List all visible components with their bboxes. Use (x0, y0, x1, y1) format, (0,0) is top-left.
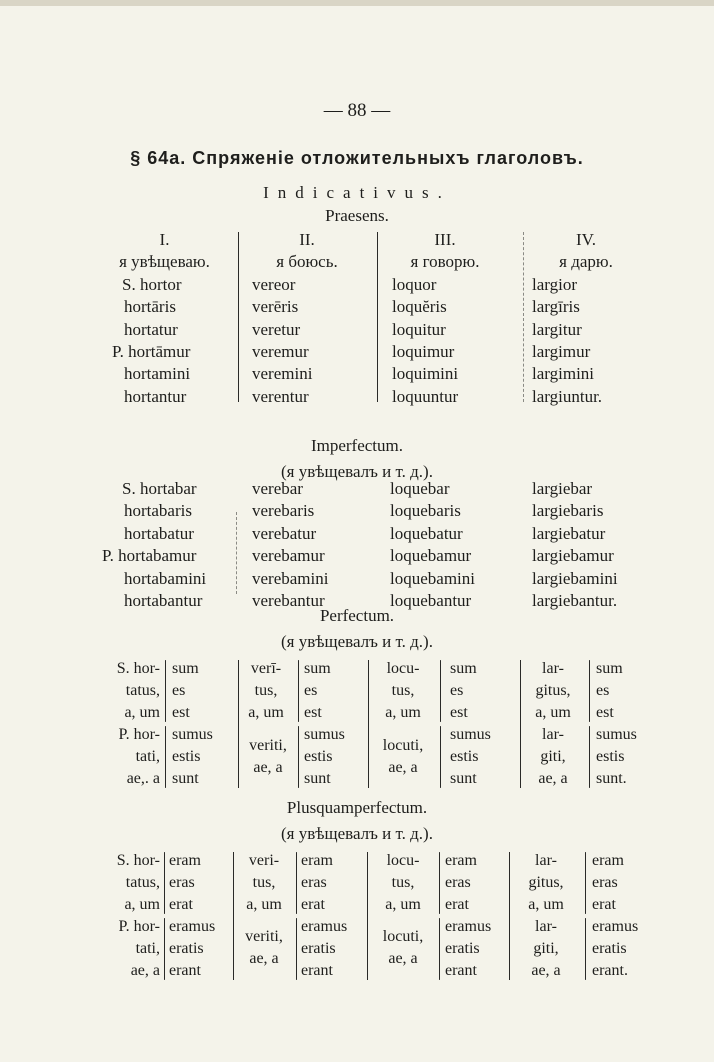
participle-part: locu- (386, 852, 420, 869)
aux-form: erat (445, 896, 469, 913)
conj-numeral: I. (159, 230, 170, 249)
aux-form: eram (169, 852, 201, 869)
imperfectum-conj-4 (532, 478, 662, 612)
verb-form: hortāris (124, 297, 176, 317)
plusq-conj-4-stem-pl (512, 916, 580, 982)
plusq-conj-4-aux-sg (592, 850, 624, 916)
verb-form: verēris (252, 297, 299, 317)
aux-form: sunt. (596, 770, 627, 787)
aux-form: estis (304, 748, 333, 765)
aux-form: sumus (172, 726, 213, 743)
verb-form: largiebamur (532, 546, 614, 566)
column-rule (367, 852, 368, 980)
participle-part: lar- (542, 660, 564, 677)
verb-form: verebatur (252, 523, 317, 543)
perfectum-conj-4-stem-sg (524, 658, 582, 724)
aux-form: est (596, 704, 614, 721)
participle-part: locu- (386, 660, 420, 677)
plusq-conj-3-stem-pl (372, 926, 434, 970)
page-number: — 88 — (323, 100, 391, 121)
conj-numeral: IV. (576, 230, 596, 249)
brace (164, 918, 165, 980)
verb-form: verebamini (252, 568, 329, 588)
plusq-conj-3-aux-pl (445, 916, 491, 982)
brace (165, 726, 166, 788)
verb-form: largiebatur (532, 523, 606, 543)
verb-form: loquuntur (392, 386, 459, 406)
participle-part: a, um (124, 896, 160, 913)
participle-part: ae, a (388, 950, 418, 967)
tense-title-praesens: Praesens. (325, 206, 389, 225)
aux-form: sum (172, 660, 199, 677)
participle-part: ae, a (388, 759, 418, 776)
plusq-conj-4-stem-sg (512, 850, 580, 916)
verb-form: hortabatur (124, 523, 194, 543)
aux-form: es (172, 682, 186, 699)
participle-part: tus, (252, 874, 276, 891)
verb-form: verebar (252, 479, 303, 498)
imperfectum-conj-3 (390, 478, 520, 612)
aux-form: eram (301, 852, 333, 869)
plusq-conj-1-stem-sg (70, 850, 160, 916)
verb-form: largiuntur. (532, 386, 603, 406)
verb-form: largimini (532, 364, 595, 384)
brace (440, 726, 441, 788)
perfectum-conj-3-aux-sg (450, 658, 477, 724)
participle-part: tati, (135, 940, 160, 957)
brace (439, 918, 440, 980)
tense-translation-note: (я увѣщевалъ и т. д.). (281, 632, 433, 651)
participle-part: tatus, (125, 874, 160, 891)
aux-form: eramus (301, 918, 348, 935)
verb-form: loquebaris (390, 501, 461, 521)
participle-part: gitus, (535, 682, 571, 699)
participle-part: a, um (248, 704, 284, 721)
participle-part: ae, a (538, 770, 568, 787)
page-top-edge (0, 0, 714, 6)
aux-form: eram (592, 852, 624, 869)
participle-part: locuti, (382, 737, 424, 754)
plusq-conj-3-aux-sg (445, 850, 477, 916)
participle-part: lar- (542, 726, 564, 743)
verb-form: verebantur (252, 590, 325, 610)
aux-form: erat (169, 896, 193, 913)
brace (440, 660, 441, 722)
aux-form: estis (172, 748, 201, 765)
imperfectum-conj-1 (92, 478, 237, 612)
verb-form: hortamini (124, 364, 191, 384)
verb-form: largior (532, 274, 578, 294)
perfectum-conj-2-stem-sg (240, 658, 292, 724)
aux-form: es (596, 682, 610, 699)
column-rule (238, 660, 239, 788)
perfectum-conj-2-aux-pl (304, 724, 345, 790)
column-rule (236, 512, 237, 594)
aux-form: eratis (301, 940, 336, 957)
aux-form: erant. (592, 962, 628, 979)
aux-form: es (450, 682, 464, 699)
verb-form: verebamur (252, 546, 325, 566)
participle-part: tatus, (125, 682, 160, 699)
perfectum-conj-1-stem-sg (70, 658, 160, 724)
verb-form: veremini (252, 364, 313, 384)
participle-part: ae, a (531, 962, 561, 979)
participle-part: verī- (250, 660, 282, 677)
verb-form: largiebantur. (532, 590, 618, 610)
participle-part: gitus, (528, 874, 564, 891)
plusq-conj-1-stem-pl (70, 916, 160, 982)
verb-form: P. hortabamur (102, 546, 197, 566)
mood-title: Indicativus. (263, 183, 451, 202)
aux-form: estis (450, 748, 479, 765)
verb-form: hortabaris (124, 501, 192, 521)
aux-form: eras (301, 874, 327, 891)
aux-form: erant (169, 962, 201, 979)
verb-form: largiebaris (532, 501, 604, 521)
perfectum-conj-1-stem-pl (70, 724, 160, 790)
verb-form: largitur (532, 319, 582, 339)
verb-form: loquebamini (390, 568, 475, 588)
participle-part: P. hor- (118, 918, 160, 935)
column-rule (238, 232, 239, 402)
verb-form: largiebar (532, 479, 593, 498)
conj-gloss: я говорю. (410, 252, 480, 272)
verb-form: verebaris (252, 501, 315, 521)
participle-part: ae, a (130, 962, 160, 979)
brace (164, 852, 165, 914)
perfectum-conj-4-aux-pl (596, 724, 637, 790)
perfectum-conj-1-aux-pl (172, 724, 213, 790)
conj-gloss: я увѣщеваю. (119, 252, 210, 272)
aux-form: erat (592, 896, 616, 913)
conj-gloss: я дарю. (559, 252, 613, 272)
aux-form: erat (301, 896, 325, 913)
imperfectum-conj-2 (252, 478, 382, 612)
praesens-conj-1 (92, 229, 237, 408)
verb-form: vereor (252, 274, 296, 294)
section-heading: § 64a. Спряженіе отложительныхъ глаголовъ. (130, 148, 584, 168)
plusq-conj-2-aux-sg (301, 850, 333, 916)
column-rule (523, 232, 524, 402)
aux-form: eramus (445, 918, 492, 935)
verb-form: veremur (252, 341, 309, 361)
participle-part: ae, a (249, 950, 279, 967)
verb-form: hortabamini (124, 568, 207, 588)
participle-part: tus, (391, 874, 415, 891)
verb-form: loquimini (392, 364, 459, 384)
verb-form: loquebatur (390, 523, 463, 543)
aux-form: sumus (450, 726, 491, 743)
participle-part: a, um (124, 704, 160, 721)
tense-translation-note: (я увѣщевалъ и т. д.). (281, 462, 433, 481)
perfectum-conj-2-aux-sg (304, 658, 331, 724)
verb-form: loquor (392, 274, 437, 294)
plusq-conj-3-stem-sg (372, 850, 434, 916)
brace (589, 660, 590, 722)
participle-part: a, um (528, 896, 564, 913)
aux-form: eratis (592, 940, 627, 957)
participle-part: S. hor- (116, 660, 160, 677)
aux-form: sum (596, 660, 623, 677)
participle-part: giti, (540, 748, 566, 765)
aux-form: eramus (169, 918, 216, 935)
aux-form: eras (169, 874, 195, 891)
aux-form: es (304, 682, 318, 699)
aux-form: eratis (169, 940, 204, 957)
perfectum-conj-4-stem-pl (524, 724, 582, 790)
verb-form: loquebantur (390, 590, 472, 610)
plusq-conj-1-aux-pl (169, 916, 215, 982)
aux-form: est (450, 704, 468, 721)
aux-form: sum (450, 660, 477, 677)
aux-form: sunt (172, 770, 199, 787)
participle-part: veriti, (249, 737, 287, 754)
verb-form: P. hortāmur (112, 341, 191, 361)
verb-form: largimur (532, 341, 591, 361)
perfectum-conj-2-stem-pl (240, 735, 296, 779)
aux-form: eramus (592, 918, 639, 935)
conj-numeral: III. (434, 230, 456, 249)
participle-part: ae, a (253, 759, 283, 776)
aux-form: estis (596, 748, 625, 765)
participle-part: veri- (248, 852, 280, 869)
brace (296, 852, 297, 914)
verb-form: loquebar (390, 479, 450, 498)
aux-form: eras (445, 874, 471, 891)
plusq-conj-2-stem-sg (236, 850, 292, 916)
column-rule (520, 660, 521, 788)
brace (298, 660, 299, 722)
brace (585, 918, 586, 980)
plusq-conj-4-aux-pl (592, 916, 638, 982)
perfectum-conj-1-aux-sg (172, 658, 199, 724)
aux-form: eras (592, 874, 618, 891)
perfectum-conj-4-aux-sg (596, 658, 623, 724)
conj-gloss: я боюсь. (276, 252, 338, 272)
brace (298, 726, 299, 788)
participle-part: tus, (391, 682, 415, 699)
participle-part: a, um (535, 704, 571, 721)
brace (165, 660, 166, 722)
brace (585, 852, 586, 914)
tense-title-plusquamperfectum: Plusquamperfectum. (286, 798, 428, 817)
verb-form: hortatur (124, 319, 178, 339)
participle-part: tus, (254, 682, 278, 699)
verb-form: hortantur (124, 386, 187, 406)
participle-part: giti, (533, 940, 559, 957)
perfectum-conj-3-stem-pl (372, 735, 434, 779)
aux-form: est (172, 704, 190, 721)
aux-form: sum (304, 660, 331, 677)
perfectum-conj-3-stem-sg (372, 658, 434, 724)
participle-part: lar- (535, 852, 557, 869)
participle-part: lar- (535, 918, 557, 935)
verb-form: largiebamini (532, 568, 618, 588)
verb-form: loquimur (392, 341, 455, 361)
aux-form: sumus (596, 726, 637, 743)
aux-form: sumus (304, 726, 345, 743)
praesens-conj-4 (526, 229, 646, 408)
column-rule (368, 660, 369, 788)
participle-part: P. hor- (118, 726, 160, 743)
verb-form: S. hortabar (122, 479, 197, 498)
tense-title-perfectum: Perfectum. (319, 606, 395, 625)
participle-part: a, um (385, 704, 421, 721)
brace (439, 852, 440, 914)
participle-part: veriti, (245, 928, 283, 945)
aux-form: erant (445, 962, 477, 979)
aux-form: erant (301, 962, 333, 979)
verb-form: verentur (252, 386, 309, 406)
tense-title-imperfectum: Imperfectum. (310, 436, 404, 455)
aux-form: sunt (450, 770, 477, 787)
aux-form: eram (445, 852, 477, 869)
participle-part: a, um (385, 896, 421, 913)
participle-part: locuti, (382, 928, 424, 945)
verb-form: loquĕris (392, 297, 447, 317)
verb-form: S. hortor (122, 274, 182, 294)
praesens-conj-2 (242, 229, 372, 408)
verb-form: hortabantur (124, 590, 203, 610)
column-rule (233, 852, 234, 980)
praesens-conj-3 (380, 229, 510, 408)
plusq-conj-2-aux-pl (301, 916, 347, 982)
brace (589, 726, 590, 788)
participle-part: ae,. a (126, 770, 160, 787)
verb-form: loquebamur (390, 546, 472, 566)
column-rule (509, 852, 510, 980)
verb-form: loquitur (392, 319, 446, 339)
aux-form: sunt (304, 770, 331, 787)
verb-form: veretur (252, 319, 301, 339)
plusq-conj-1-aux-sg (169, 850, 201, 916)
participle-part: a, um (246, 896, 282, 913)
tense-translation-note: (я увѣщевалъ и т. д.). (281, 824, 433, 843)
participle-part: S. hor- (116, 852, 160, 869)
plusq-conj-2-stem-pl (236, 926, 292, 970)
aux-form: eratis (445, 940, 480, 957)
verb-form: largīris (532, 297, 580, 317)
perfectum-conj-3-aux-pl (450, 724, 491, 790)
conj-numeral: II. (299, 230, 315, 249)
brace (296, 918, 297, 980)
participle-part: tati, (135, 748, 160, 765)
aux-form: est (304, 704, 322, 721)
column-rule (377, 232, 378, 402)
